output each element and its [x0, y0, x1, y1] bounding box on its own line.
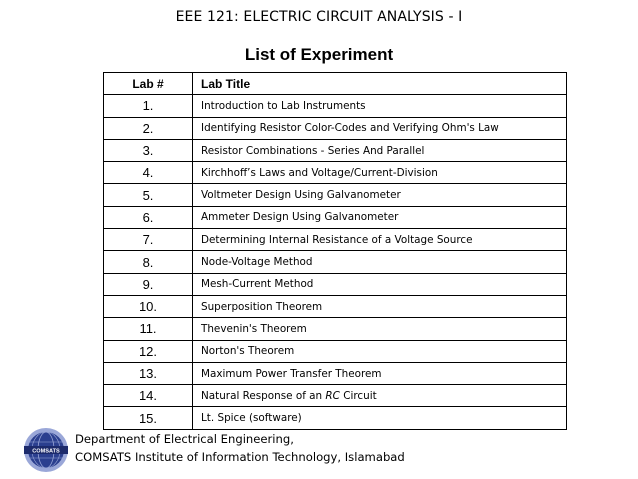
- experiment-table: [103, 72, 567, 430]
- table-row: [104, 184, 567, 206]
- table-row: [104, 206, 567, 228]
- lab-title: Introduction to Lab Instruments: [193, 95, 567, 117]
- comsats-logo: [23, 427, 69, 473]
- lab-title: Node-Voltage Method: [193, 251, 567, 273]
- list-title: List of Experiment: [244, 45, 394, 64]
- lab-title: Lt. Spice (software): [193, 407, 567, 429]
- table-row: [104, 117, 567, 139]
- table-row: [104, 362, 567, 384]
- lab-number: 13.: [104, 362, 193, 384]
- table-row: [104, 95, 567, 117]
- footer: [75, 430, 405, 466]
- column-header-lab-number: Lab #: [104, 73, 193, 95]
- lab-title: [193, 385, 567, 407]
- logo-text: COMSATS: [32, 448, 60, 455]
- lab-title: Maximum Power Transfer Theorem: [193, 362, 567, 384]
- table-row: [104, 162, 567, 184]
- lab-number: 9.: [104, 273, 193, 295]
- table-row: [104, 229, 567, 251]
- comsats-globe-icon: [23, 427, 69, 473]
- lab-title: Thevenin's Theorem: [193, 318, 567, 340]
- table-row: [104, 407, 567, 429]
- lab-number: 12.: [104, 340, 193, 362]
- lab-title-prefix: Natural Response of an: [201, 389, 326, 402]
- table-row: [104, 385, 567, 407]
- table-row: [104, 318, 567, 340]
- lab-title: Voltmeter Design Using Galvanometer: [193, 184, 567, 206]
- table-row: [104, 340, 567, 362]
- lab-number: 7.: [104, 229, 193, 251]
- lab-title: Resistor Combinations - Series And Parallel: [193, 139, 567, 161]
- lab-number: 3.: [104, 139, 193, 161]
- lab-title: Norton's Theorem: [193, 340, 567, 362]
- lab-title-italic: RC: [325, 389, 340, 402]
- lab-number: 1.: [104, 95, 193, 117]
- table-row: [104, 273, 567, 295]
- lab-title: Mesh-Current Method: [193, 273, 567, 295]
- lab-number: 15.: [104, 407, 193, 429]
- table-row: [104, 251, 567, 273]
- lab-title-suffix: Circuit: [339, 389, 377, 402]
- course-title: EEE 121: ELECTRIC CIRCUIT ANALYSIS - I: [175, 9, 463, 25]
- footer-department: Department of Electrical Engineering,: [75, 432, 294, 446]
- lab-number: 11.: [104, 318, 193, 340]
- table-header-row: [104, 73, 567, 95]
- table-row: [104, 295, 567, 317]
- lab-number: 8.: [104, 251, 193, 273]
- lab-title: Determining Internal Resistance of a Voltage Source: [193, 229, 567, 251]
- lab-number: 2.: [104, 117, 193, 139]
- lab-number: 5.: [104, 184, 193, 206]
- lab-title: Ammeter Design Using Galvanometer: [193, 206, 567, 228]
- column-header-lab-title: Lab Title: [193, 73, 567, 95]
- lab-number: 6.: [104, 206, 193, 228]
- lab-title: Superposition Theorem: [193, 295, 567, 317]
- lab-number: 14.: [104, 385, 193, 407]
- footer-institute: COMSATS Institute of Information Technology, Islamabad: [75, 450, 405, 464]
- lab-number: 10.: [104, 295, 193, 317]
- table-row: [104, 139, 567, 161]
- lab-title: Kirchhoff’s Laws and Voltage/Current-Division: [193, 162, 567, 184]
- lab-title: Identifying Resistor Color-Codes and Verifying Ohm's Law: [193, 117, 567, 139]
- lab-number: 4.: [104, 162, 193, 184]
